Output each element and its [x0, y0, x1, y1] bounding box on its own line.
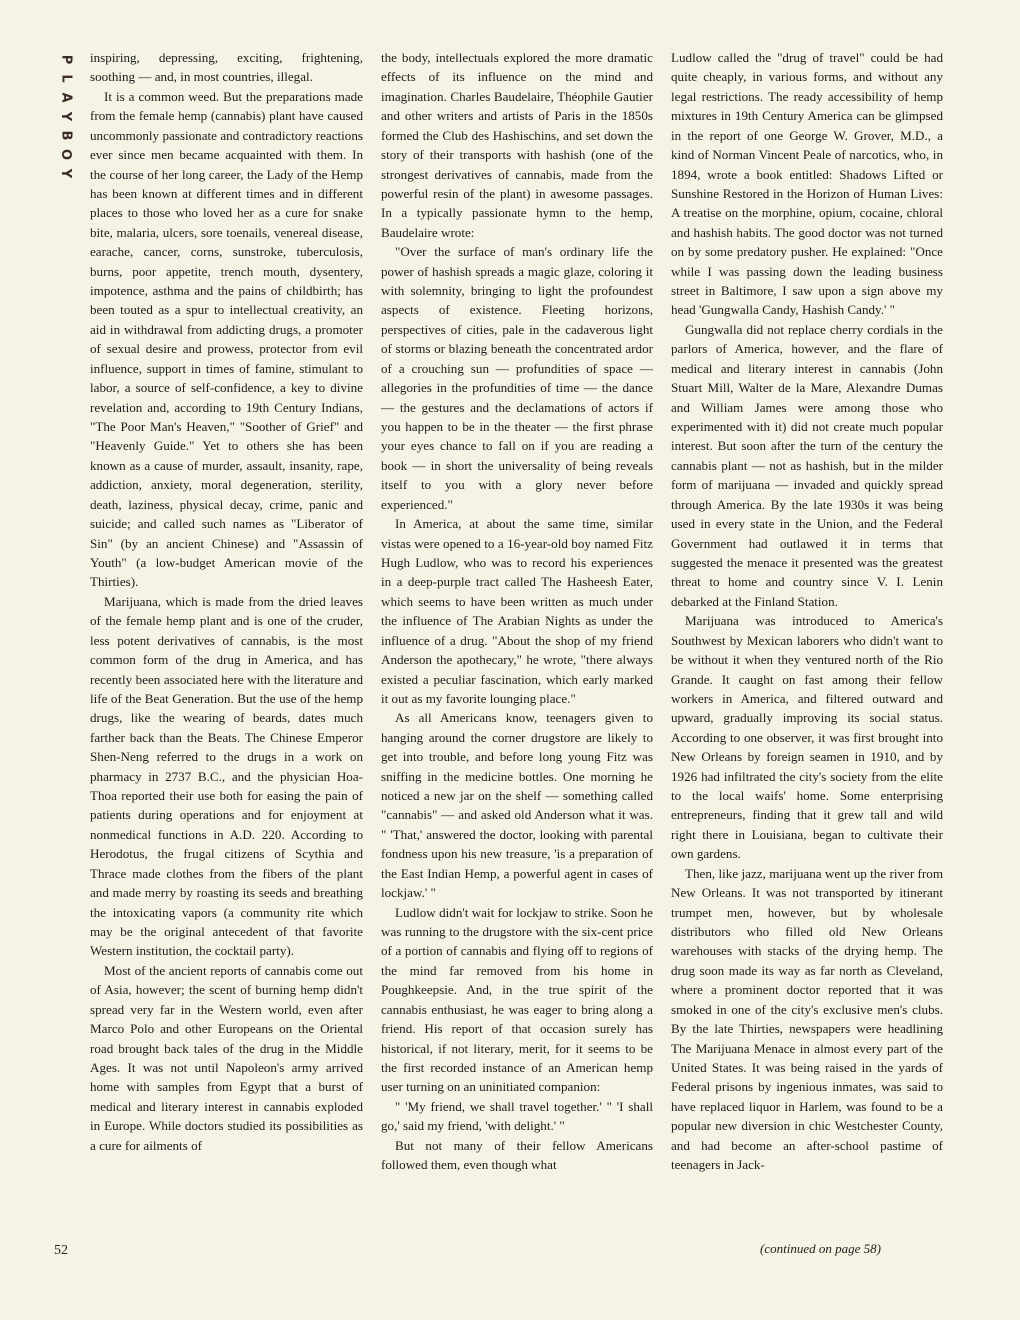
- paragraph: Ludlow called the "drug of travel" could be had quite cheaply, in various forms, and without any legal restrictions. The ready accessibility of hemp mixtures in 19th Century America can be glimpsed in the report of one George W. Grover, M.D., a kind of Norman Vincent Peale of narcotics, who, in 1894, wrote a book entitled: Shadows Lifted or Sunshine Restored in the Horizon of Human Lives: A treatise on the morphine, opium, cocaine, chloral and hashish habits. The good doctor was not turned on by some predatory pusher. He explained: "Once while I was passing down the leading business street in Baltimore, I saw upon a sign above my head 'Gungwalla Candy, Hashish Candy.' ": [671, 50, 943, 318]
- paragraph: Gungwalla did not replace cherry cordials in the parlors of America, however, and the flare of medical and literary interest in cannabis (John Stuart Mill, Walter de la Mare, Alexandre Dumas and William James were among those who experimented with it) did not create much popular interest. But soon after the turn of the century the cannabis plant — not as hashish, but in the milder form of marijuana — invaded and quickly spread through America. By the late 1930s it was being used in every state in the Union, and the Federal Government had outlawed it in terms that suggested the menace it presented was the greatest threat to home and country since V. I. Lenin debarked at the Finland Station.: [671, 321, 943, 609]
- continued-note: (continued on page 58): [760, 1241, 881, 1256]
- paragraph: Most of the ancient reports of cannabis come out of Asia, however; the scent of burning hemp didn't spread very far in the Western world, even after Marco Polo and other Europeans on the Oriental road brought back tales of the drug in the Middle Ages. It was not until Napoleon's army arrived home with samples from Egypt that a burst of medical and literary interest in cannabis exploded in Europe. While doctors studied its possibilities as a cure for ailments of: [90, 962, 363, 1153]
- paragraph: As all Americans know, teenagers given to hanging around the corner drugstore are likely to get into trouble, and before long young Fitz was sniffing in the medicine bottles. One morning he noticed a new jar on the shelf — something called "cannabis" — and asked old Anderson what it was. " 'That,' answered the doctor, looking with parental fondness upon his new treasure, 'is a preparation of the East Indian Hemp, a powerful agent in cases of lockjaw.' ": [381, 710, 653, 901]
- article-column-1: [90, 48, 363, 1155]
- paragraph: Ludlow didn't wait for lockjaw to strike. Soon he was running to the drugstore with the six-cent price of a portion of cannabis and flying off to regions of the mind far removed from his home in Poughkeepsie. And, in the true spirit of the cannabis enthusiast, he was eager to bring along a friend. His report of that occasion surely has historical, if not literary, merit, for it seems to be the first recorded instance of an American hemp user turning on an uninitiated companion:: [381, 904, 653, 1095]
- paragraph: In America, at about the same time, similar vistas were opened to a 16-year-old boy named Fitz Hugh Ludlow, who was to record his experiences in a deep-purple tract called The Hasheesh Eater, which seems to have been written as much under the influence of The Arabian Nights as under the influence of a drug. "About the shop of my friend Anderson the apothecary," he wrote, "there always existed a peculiar fascination, which early marked it out as my favorite lounging place.": [381, 516, 653, 706]
- brand-letter: L: [58, 74, 74, 83]
- paragraph: "Over the surface of man's ordinary life the power of hashish spreads a magic glaze, coloring it with solemnity, bringing to light the profoundest aspects of existence. Fleeting horizons, perspectives of cities, pale in the cadaverous light of storms or blazing beneath the concentrated ardor of a crouching sun — profundities of space — allegories in the profundities of time — the dance — the gestures and the declamations of actors if you happen to be in the theater — the first phrase your eyes chance to fall on if you are reading a book — in short the universality of being reveals itself to you with a glory never before experienced.": [381, 244, 653, 512]
- paragraph: It is a common weed. But the preparations made from the female hemp (cannabis) plant have caused uncommonly passionate and contradictory reactions ever since men became acquainted with them. In the course of her long career, the Lady of the Hemp has been known at different times and in different places to those who loved her as a cure for snake bite, malaria, ulcers, sore toenails, venereal disease, earache, cancer, corns, sunstroke, tuberculosis, burns, poor appetite, trench mouth, dysentery, impotence, asthma and the pains of childbirth; has been touted as a spur to intellectual creativity, an aid in withdrawal from addicting drugs, a promoter of sexual desire and prowess, protector from evil influence, support in times of famine, stimulant to labor, a source of self-confidence, a key to divine revelation and, according to 19th Century Indians, "The Poor Man's Heaven," "Soother of Grief" and "Heavenly Guide." Yet to others she has been known as a cause of murder, assault, insanity, rape, addiction, anxiety, moral degeneration, sterility, death, laziness, physical decay, crime, panic and suicide; and called such names as "Liberator of Sin" (by an ancient Chinese) and "Assassin of Youth" (a low-budget American movie of the Thirties).: [90, 88, 363, 590]
- paragraph: Marijuana was introduced to America's Southwest by Mexican laborers who didn't want to be without it when they ventured north of the Rio Grande. It caught on fast among their fellow workers in America, and filtered outward and upward, gradually improving its social status. According to one observer, it was first brought into New Orleans by foreign seamen in 1910, and by 1926 had infiltrated the city's society from the elite to the local waifs' home. Some enterprising entrepreneurs, finding that it grew tall and wild right there in Louisiana, began to cultivate their own gardens.: [671, 613, 943, 862]
- brand-letter: P: [58, 54, 74, 65]
- brand-letter: A: [58, 92, 74, 103]
- brand-letter: B: [58, 130, 74, 141]
- paragraph: But not many of their fellow Americans followed them, even though what: [381, 1137, 653, 1173]
- magazine-brand-vertical: [55, 50, 77, 183]
- brand-letter: Y: [58, 168, 74, 179]
- paragraph: Marijuana, which is made from the dried leaves of the female hemp plant and is one of the cruder, less potent derivatives of cannabis, is the most common form of the drug in America, and has recently been associated here with the literature and life of the Beat Generation. But the use of the hemp drugs, like the wearing of beards, dates much farther back than the Beats. The Chinese Emperor Shen-Neng referred to the drugs in a work on pharmacy in 2737 B.C., and the physician Hoa-Thoa reported their use both for easing the pain of patients during operations and for enjoyment at nonmedical functions in A.D. 220. According to Herodotus, the frugal citizens of Scythia and Thrace made clothes from the fibers of the plant and made merry by roasting its seeds and breathing the intoxicating vapors (a community rite which may be the original antecedent of that favorite Western institution, the cocktail party).: [90, 593, 363, 959]
- paragraph: Then, like jazz, marijuana went up the river from New Orleans. It was not transported by itinerant trumpet men, however, but by wholesale distributors who filled old New Orleans warehouses with stacks of the drying hemp. The drug soon made its way as far north as Cleveland, where a prominent doctor reported that it was smoked in one of the city's exclusive men's clubs. By the late Thirties, newspapers were headlining The Marijuana Menace in almost every part of the United States. It was being raised in the yards of Federal prisons by ingenious inmates, was said to have replaced liquor in Harlem, was found to be a popular new diversion in chic Westchester County, and had become an after-school pastime of teenagers in Jack-: [671, 865, 943, 1173]
- paragraph: inspiring, depressing, exciting, frightening, soothing — and, in most countries, illegal.: [90, 50, 363, 85]
- paragraph: the body, intellectuals explored the more dramatic effects of its influence on the mind and imagination. Charles Baudelaire, Théophile Gautier and other writers and artists of Paris in the 1850s formed the Club des Hashischins, and set down the story of their transports with hashish (one of the strongest derivatives of cannabis, made from the powerful resin of the plant) in awesome passages. In a typically passionate hymn to the hemp, Baudelaire wrote:: [381, 50, 653, 240]
- paragraph: " 'My friend, we shall travel together.' " 'I shall go,' said my friend, 'with delight.' ": [381, 1098, 653, 1134]
- brand-letter: O: [58, 148, 74, 161]
- brand-letter: Y: [58, 111, 74, 122]
- article-column-3: [671, 48, 943, 1174]
- article-column-2: [381, 48, 653, 1174]
- page-number: 52: [54, 1243, 68, 1258]
